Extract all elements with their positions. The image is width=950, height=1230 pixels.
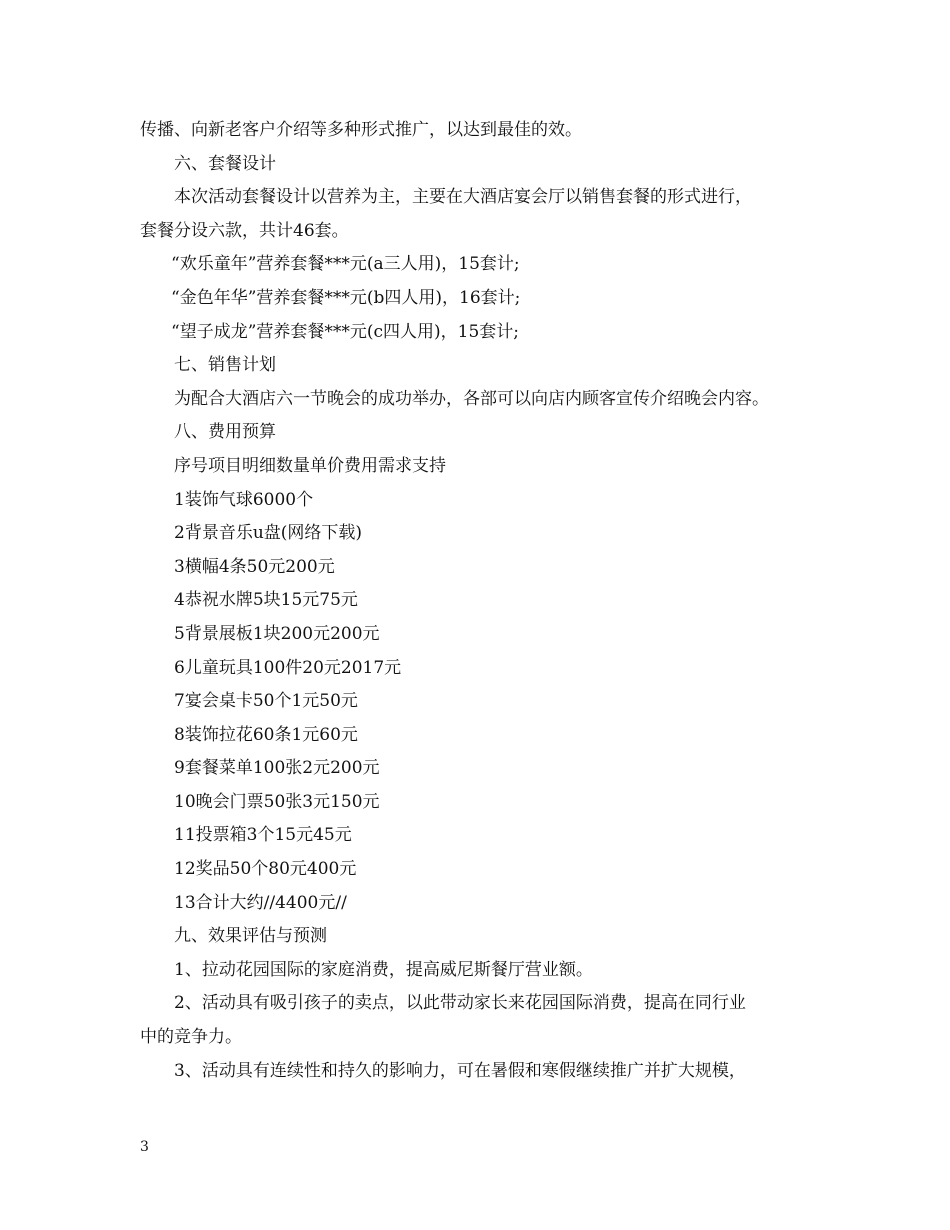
text-line: 3、活动具有连续性和持久的影响力，可在暑假和寒假继续推广并扩大规模， bbox=[174, 1060, 746, 1081]
page-number: 3 bbox=[140, 1139, 149, 1155]
text-line: 为配合大酒店六一节晚会的成功举办，各部可以向店内顾客宣传介绍晚会内容。 bbox=[174, 388, 769, 409]
text-line: 2、活动具有吸引孩子的卖点，以此带动家长来花园国际消费，提高在同行业 bbox=[174, 993, 746, 1014]
budget-item: 2背景音乐u盘(网络下载) bbox=[174, 523, 363, 544]
text-line: 1、拉动花园国际的家庭消费，提高威尼斯餐厅营业额。 bbox=[174, 959, 593, 980]
text-line: 中的竞争力。 bbox=[140, 1027, 242, 1048]
text-line: 传播、向新老客户介绍等多种形式推广，以达到最佳的效。 bbox=[140, 120, 582, 140]
package-item: “望子成龙”营养套餐***元(c四人用)，15套计; bbox=[171, 321, 520, 342]
section-heading-sales-plan: 七、销售计划 bbox=[174, 355, 276, 376]
budget-item: 4恭祝水牌5块15元75元 bbox=[174, 590, 358, 611]
budget-item: 1装饰气球6000个 bbox=[174, 489, 314, 510]
section-heading-package-design: 六、套餐设计 bbox=[174, 153, 276, 174]
budget-item: 5背景展板1块200元200元 bbox=[174, 623, 380, 644]
section-heading-evaluation: 九、效果评估与预测 bbox=[174, 926, 327, 947]
text-line: 套餐分设六款，共计46套。 bbox=[140, 220, 349, 241]
budget-item: 6儿童玩具100件20元2017元 bbox=[174, 657, 402, 678]
budget-header: 序号项目明细数量单价费用需求支持 bbox=[174, 455, 446, 476]
section-heading-budget: 八、费用预算 bbox=[174, 422, 276, 443]
budget-item: 7宴会桌卡50个1元50元 bbox=[174, 691, 358, 712]
budget-item: 10晚会门票50张3元150元 bbox=[174, 791, 380, 812]
budget-item: 12奖品50个80元400元 bbox=[174, 859, 357, 880]
budget-item: 9套餐菜单100张2元200元 bbox=[174, 758, 380, 779]
package-item: “欢乐童年”营养套餐***元(a三人用)，15套计; bbox=[171, 254, 520, 275]
budget-total: 13合计大约//4400元// bbox=[174, 892, 347, 913]
text-line: 本次活动套餐设计以营养为主，主要在大酒店宴会厅以销售套餐的形式进行， bbox=[174, 187, 752, 208]
budget-item: 11投票箱3个15元45元 bbox=[174, 825, 352, 846]
budget-item: 3横幅4条50元200元 bbox=[174, 556, 335, 577]
budget-item: 8装饰拉花60条1元60元 bbox=[174, 724, 358, 745]
document-body bbox=[140, 114, 830, 1088]
package-item: “金色年华”营养套餐***元(b四人用)，16套计; bbox=[171, 287, 521, 308]
